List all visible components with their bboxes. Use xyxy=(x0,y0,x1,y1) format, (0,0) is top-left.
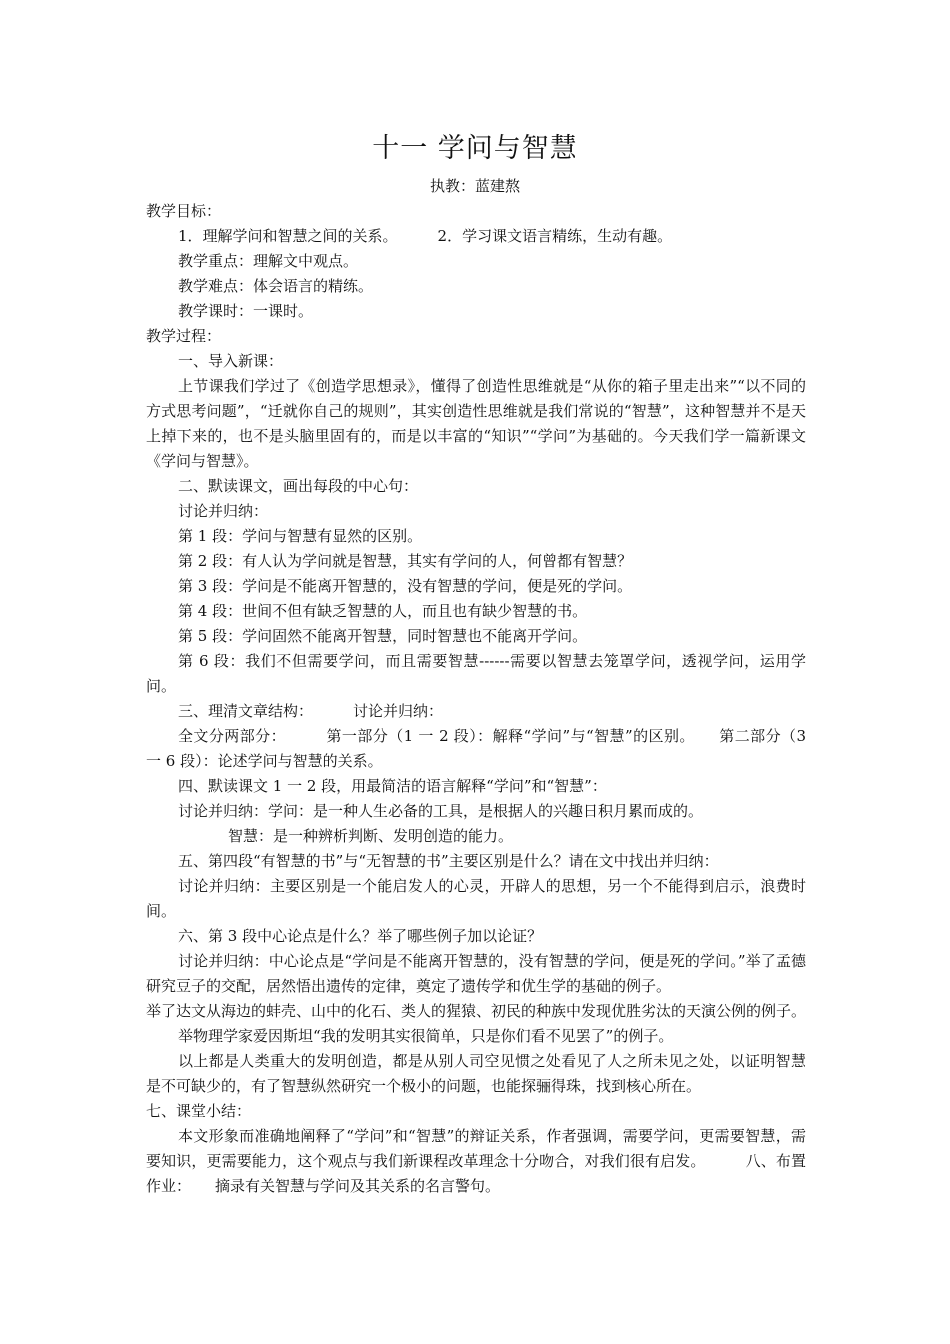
paragraph-3-summary: 第 3 段：学问是不能离开智慧的，没有智慧的学问，便是死的学问。 xyxy=(178,577,633,595)
section-4-learning: 讨论并归纳：学问：是一种人生必备的工具，是根据人的兴趣日积月累而成的。 xyxy=(178,802,704,820)
section-3-structure xyxy=(146,724,806,774)
section-6-conclusion: 以上都是人类重大的发明创造，都是从别人司空见惯之处看见了人之所未见之处，以证明智慧是不可缺少的，有了智慧纵然研究一个极小的问题，也能探骊得珠，找到核心所在。 xyxy=(146,1052,806,1095)
section-7-heading: 七、课堂小结： xyxy=(146,1102,252,1120)
section-5-heading: 五、第四段“有智慧的书”与“无智慧的书”主要区别是什么？请在文中找出并归纳： xyxy=(178,852,719,870)
paragraph-1-summary: 第 1 段：学问与智慧有显然的区别。 xyxy=(178,527,423,545)
section-6-darwin: 举了达文从海边的蚌壳、山中的化石、类人的猩猿、初民的种族中发现优胜劣汰的天演公例的例子。 xyxy=(146,1002,807,1020)
paragraph-2-summary: 第 2 段：有人认为学问就是智慧，其实有学问的人，何曾都有智慧？ xyxy=(178,552,633,570)
section-1-text: 上节课我们学过了《创造学思想录》，懂得了创造性思维就是“从你的箱子里走出来”“以不同的方式思考问题”，“迁就你自己的规则”，其实创造性思维就是我们常说的“智慧”，这种智慧并不是天上掉下来的，也不是头脑里固有的，而是以丰富的“知识”“学问”为基础的。今天我们学一篇新课文《学问与智慧》。 xyxy=(146,377,806,470)
section-3-heading-line xyxy=(146,699,806,724)
section-5-text: 讨论并归纳：主要区别是一个能启发人的心灵，开辟人的思想，另一个不能得到启示，浪费时间。 xyxy=(146,877,806,920)
goal-2: 2．学习课文语言精练，生动有趣。 xyxy=(437,227,673,245)
section-6-mendel: 讨论并归纳：中心论点是“学问是不能离开智慧的，没有智慧的学问，便是死的学问。”举了孟德研究豆子的交配，居然悟出遗传的定律，奠定了遗传学和优生学的基础的例子。 xyxy=(146,952,806,995)
goal-heading: 教学目标： xyxy=(146,202,222,220)
section-3-discuss: 讨论并归纳： xyxy=(353,702,444,720)
structure-part-2: 第二部分（3 一 6 段）：论述学问与智慧的关系。 xyxy=(146,727,806,770)
section-8-text: 摘录有关智慧与学问及其关系的名言警句。 xyxy=(215,1177,501,1195)
section-6-einstein: 举物理学家爱因斯坦“我的发明其实很简单，只是你们看不见罢了”的例子。 xyxy=(178,1027,674,1045)
paragraph-5-summary: 第 5 段：学问固然不能离开智慧，同时智慧也不能离开学问。 xyxy=(178,627,588,645)
structure-part-1: 第一部分（1 一 2 段）：解释“学问”与“智慧”的区别。 xyxy=(326,727,695,745)
section-4-wisdom: 智慧：是一种辨析判断、发明创造的能力。 xyxy=(228,827,514,845)
paragraph-4-summary: 第 4 段：世间不但有缺乏智慧的人，而且也有缺少智慧的书。 xyxy=(178,602,588,620)
section-4-heading: 四、默读课文 1 一 2 段，用最简洁的语言解释“学问”和“智慧”： xyxy=(178,777,607,795)
goal-1: 1．理解学问和智慧之间的关系。 xyxy=(178,227,398,245)
section-7-and-8 xyxy=(146,1124,806,1199)
paragraph-6-summary: 第 6 段：我们不但需要学问，而且需要智慧------需要以智慧去笼罩学问，透视学问，运用学问。 xyxy=(146,652,806,695)
structure-intro: 全文分两部分： xyxy=(178,727,287,745)
section-8-heading: 八、布置作业： xyxy=(146,1152,806,1195)
section-6-heading: 六、第 3 段中心论点是什么？举了哪些例子加以论证？ xyxy=(178,927,543,945)
lesson-title: 十一 学问与智慧 xyxy=(372,133,578,164)
lesson-body xyxy=(146,199,806,1199)
teaching-period: 教学课时：一课时。 xyxy=(178,302,314,320)
process-heading: 教学过程： xyxy=(146,327,222,345)
section-1-heading: 一、导入新课： xyxy=(178,352,284,370)
section-7-text: 本文形象而准确地阐释了“学问”和“智慧”的辩证关系，作者强调，需要学问，更需要智慧，需要知识，更需要能力，这个观点与我们新课程改革理念十分吻合，对我们很有启发。 xyxy=(146,1127,806,1170)
section-2-heading: 二、默读课文，画出每段的中心句： xyxy=(178,477,419,495)
teaching-focus: 教学重点：理解文中观点。 xyxy=(178,252,359,270)
teaching-difficulty: 教学难点：体会语言的精练。 xyxy=(178,277,374,295)
lesson-author: 执教：蓝建熬 xyxy=(429,177,520,195)
goal-line xyxy=(146,224,806,249)
section-2-discuss: 讨论并归纳： xyxy=(178,502,269,520)
section-3-heading: 三、理清文章结构： xyxy=(178,702,314,720)
